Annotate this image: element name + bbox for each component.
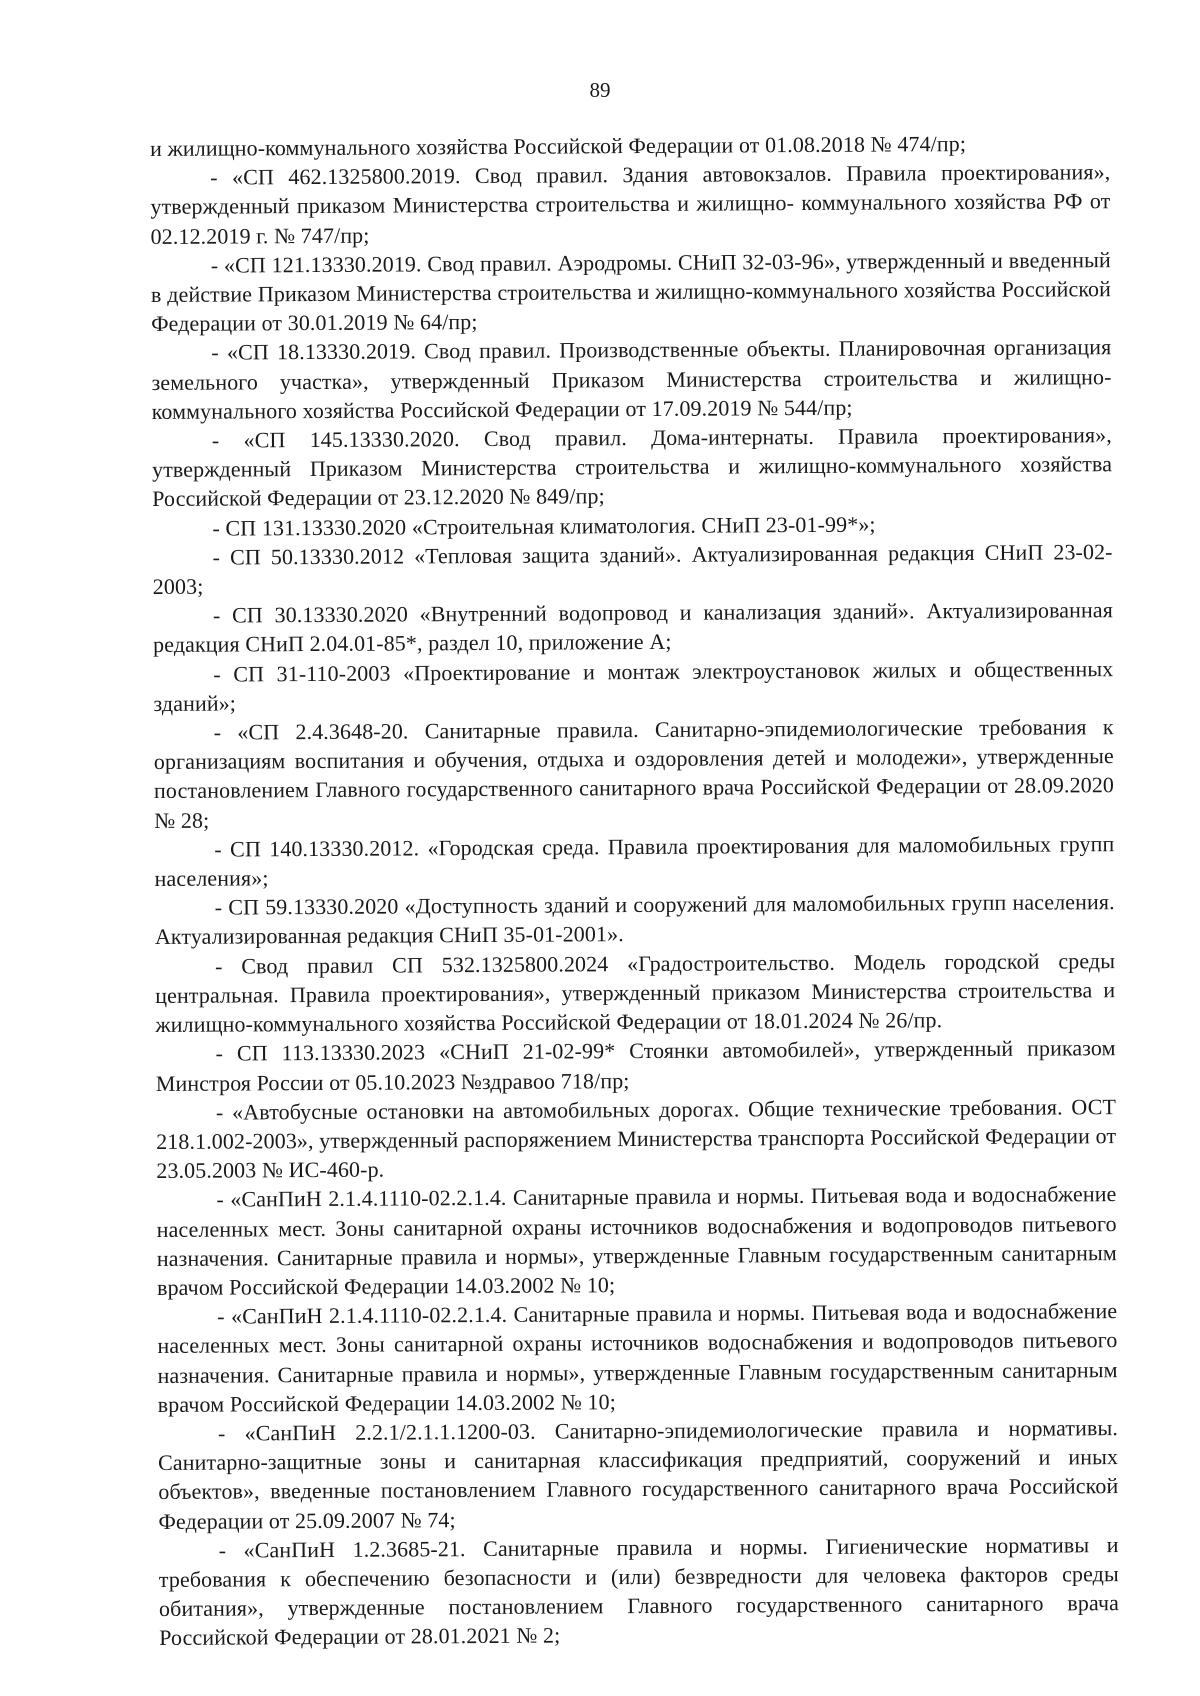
list-item: - «СП 2.4.3648-20. Санитарные правила. Санитарно-эпидемиологические требования к организациям воспитания и обучения, отдыха и оздоровления детей и молодежи», утвержденные постановлением Главного государственного санитарного врача Российской Федерации от 28.09.2020 № 28; — [153, 714, 1115, 833]
list-item: - «СанПиН 2.1.4.1110-02.2.1.4. Санитарные правила и нормы. Питьевая вода и водоснабжение населенных мест. Зоны санитарной охраны источников водоснабжения и водопроводов питьевого назначения. Санитарные правила и нормы», утвержденные Главным государственным санитарным врачом Российской Федерации 14.03.2002 № 10; — [157, 1298, 1118, 1417]
page-number: 89 — [589, 78, 611, 102]
list-item: - СП 113.13330.2023 «СНиП 21-02-99* Стоянки автомобилей», утвержденный приказом Минстроя России от 05.10.2023 №здравоо 718/пр; — [155, 1035, 1116, 1096]
list-item: - Свод правил СП 532.1325800.2024 «Градостроительство. Модель городской среды центральная. Правила проектирования», утвержденный приказом Министерства строительства и жилищно-коммунального хозяйства Российской Федерации от 18.01.2024 № 26/пр. — [155, 947, 1116, 1038]
list-item: - «СП 145.13330.2020. Свод правил. Дома-интернаты. Правила проектирования», утвержденный Приказом Министерства строительства и жилищно-коммунального хозяйства Российской Федерации от 23.12.2020 № 849/пр; — [151, 422, 1113, 512]
list-item: - СП 30.13330.2020 «Внутренний водопровод и канализация зданий». Актуализированная редакция СНиП 2.04.01-85*, раздел 10, приложение А; — [153, 597, 1114, 658]
list-item: - «СанПиН 1.2.3685-21. Санитарные правила и нормы. Гигиенические нормативы и требования к обеспечению безопасности и (или) безвредности для человека факторов среды обитания», утвержденные постановлением Главного государственного санитарного врача Российской Федерации от 28.01.2021 № 2; — [158, 1531, 1120, 1651]
paragraph-continuation: и жилищно-коммунального хозяйства Российской Федерации от 01.08.2018 № 474/пр; — [150, 131, 967, 161]
list-item: - «СанПиН 2.1.4.1110-02.2.1.4. Санитарные правила и нормы. Питьевая вода и водоснабжение населенных мест. Зоны санитарной охраны источников водоснабжения и водопроводов питьевого назначения. Санитарные правила и нормы», утвержденные Главным государственным санитарным врачом Российской Федерации 14.03.2002 № 10; — [156, 1181, 1117, 1300]
list-item: - СП 31-110-2003 «Проектирование и монтаж электроустановок жилых и общественных зданий»; — [153, 655, 1114, 716]
list-item: - СП 131.13330.2020 «Строительная климатология. СНиП 23-01-99*»; — [212, 511, 876, 541]
list-item: - СП 50.13330.2012 «Тепловая защита зданий». Актуализированная редакция СНиП 23-02-2003; — [152, 538, 1113, 600]
document-body — [150, 128, 1119, 1652]
list-item: - СП 140.13330.2012. «Городская среда. Правила проектирования для маломобильных групп населения»; — [154, 830, 1115, 892]
list-item: - «Автобусные остановки на автомобильных дорогах. Общие технические требования. ОСТ 218.1.002-2003», утвержденный распоряжением Министерства транспорта Российской Федерации от 23.05.2003 № ИС-460-р. — [156, 1093, 1117, 1184]
list-item: - «СП 462.1325800.2019. Свод правил. Здания автовокзалов. Правила проектирования», утвержденный приказом Министерства строительства и жилищно- коммунального хозяйства РФ от 02.12.2019 г. № 747/пр; — [150, 159, 1111, 249]
list-item: - СП 59.13330.2020 «Доступность зданий и сооружений для маломобильных групп населения. Актуализированная редакция СНиП 35-01-2001». — [154, 889, 1115, 950]
list-item: - «СанПиН 2.2.1/2.1.1.1200-03. Санитарно-эпидемиологические правила и нормативы. Санитарно-защитные зоны и санитарная классификация предприятий, сооружений и иных объектов», введенные постановлением Главного государственного санитарного врача Российской Федерации от 25.09.2007 № 74; — [158, 1415, 1119, 1534]
list-item: - «СП 121.13330.2019. Свод правил. Аэродромы. СНиП 32-03-96», утвержденный и введенный в действие Приказом Министерства строительства и жилищно-коммунального хозяйства Российской Федерации от 30.01.2019 № 64/пр; — [150, 246, 1112, 337]
list-item: - «СП 18.13330.2019. Свод правил. Производственные объекты. Планировочная организация земельного участка», утвержденный Приказом Министерства строительства и жилищно-коммунального хозяйства Российской Федерации от 17.09.2019 № 544/пр; — [151, 334, 1112, 424]
